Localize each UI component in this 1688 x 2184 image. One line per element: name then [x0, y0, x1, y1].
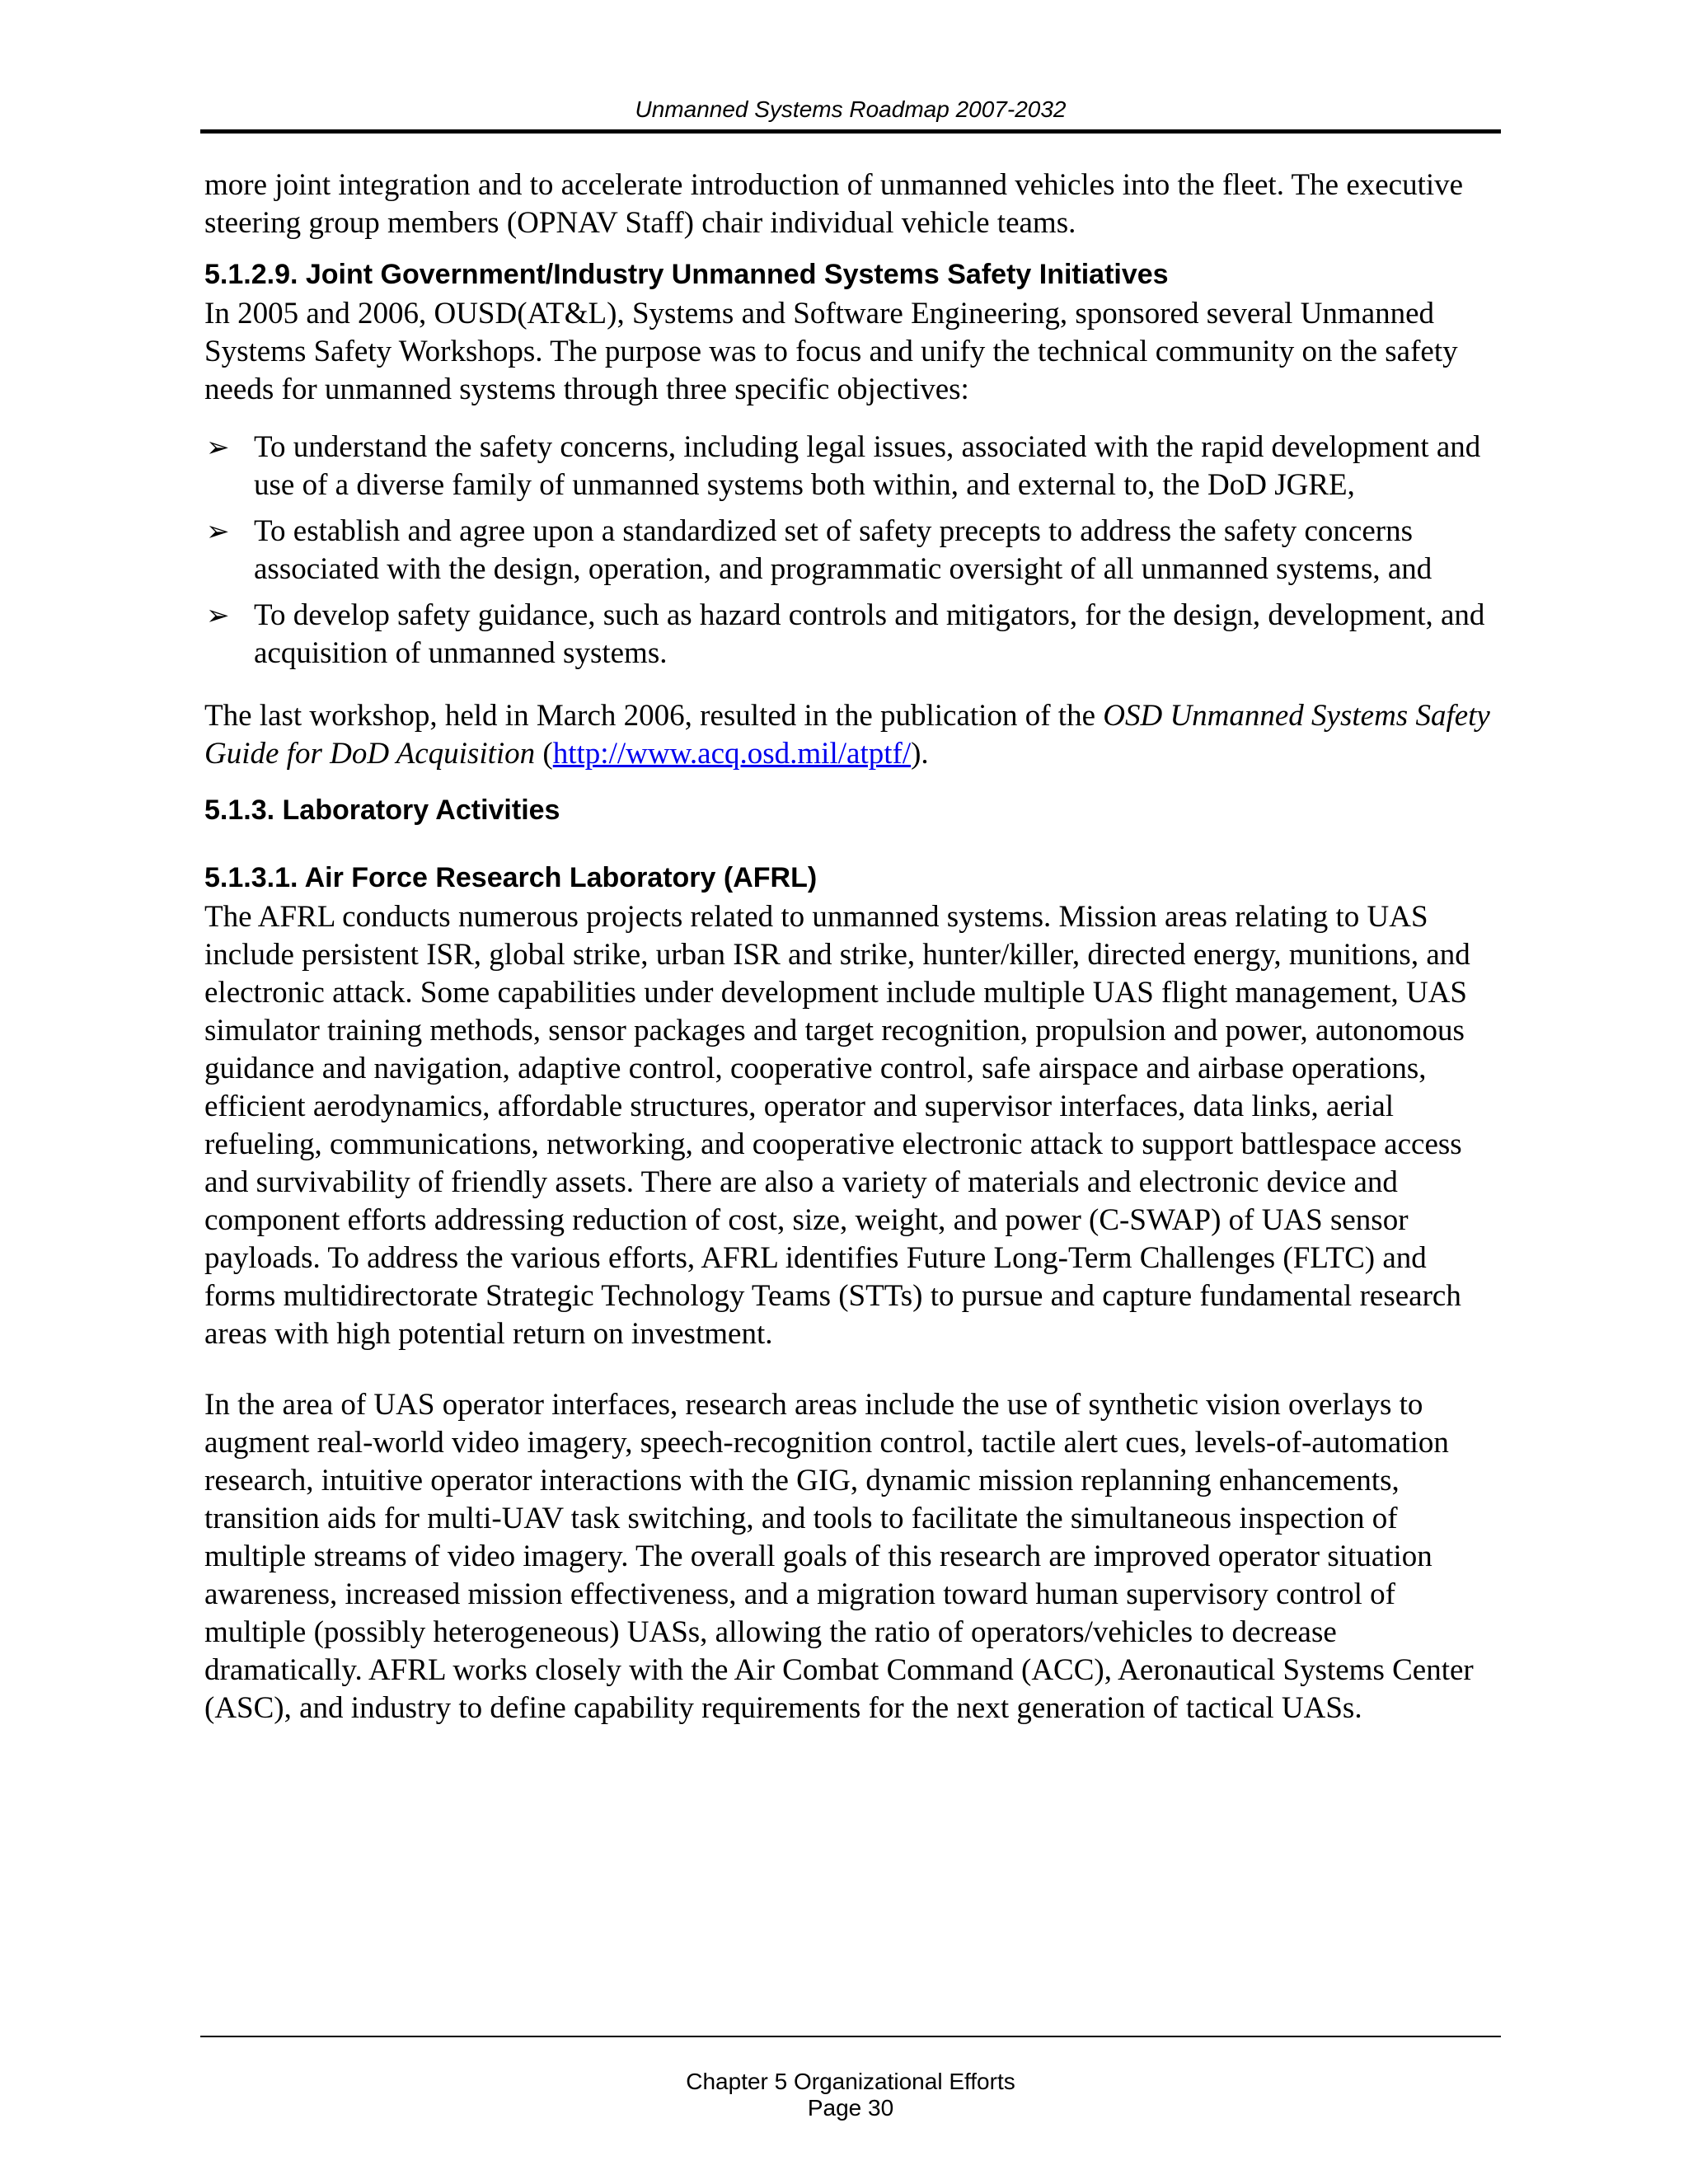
section-heading-5-1-2-9: 5.1.2.9. Joint Government/Industry Unmanned Systems Safety Initiatives [204, 259, 1169, 290]
atptf-link[interactable]: http://www.acq.osd.mil/atptf/ [552, 737, 912, 771]
arrowhead-bullet-icon: ➢ [206, 515, 230, 548]
footer-divider [200, 2036, 1501, 2037]
list-item [204, 597, 1498, 673]
list-item-text: To develop safety guidance, such as hazard controls and mitigators, for the design, development, and acquisition of unmanned systems. [254, 598, 1485, 670]
running-footer [200, 2069, 1501, 2121]
section-heading-5-1-3: 5.1.3. Laboratory Activities [204, 794, 560, 826]
page-content [204, 166, 1498, 1727]
arrowhead-bullet-icon: ➢ [206, 431, 230, 464]
safety-intro-paragraph: In 2005 and 2006, OUSD(AT&L), Systems and Software Engineering, sponsored several Unmanned Systems Safety Workshops. The purpose was to focus and unify the technical community on the safety needs for unmanned systems through three specific objectives: [204, 297, 1458, 406]
afrl-paragraph-1: The AFRL conducts numerous projects related to unmanned systems. Mission areas relating to UAS include persistent ISR, global strike, urban ISR and strike, hunter/killer, directed energy, munitions, and electronic attack. Some capabilities under development include multiple UAS flight management, UAS simulator training methods, sensor packages and target recognition, propulsion and power, autonomous guidance and navigation, adaptive control, cooperative control, safe airspace and airbase operations, efficient aerodynamics, affordable structures, operator and supervisor interfaces, data links, aerial refueling, communications, networking, and cooperative electronic attack to support battlespace access and survivability of friendly assets. There are also a variety of materials and electronic device and component efforts addressing reduction of cost, size, weight, and power (C-SWAP) of UAS sensor payloads. To address the various efforts, AFRL identifies Future Long-Term Challenges (FLTC) and forms multidirectorate Strategic Technology Teams (STTs) to pursue and capture fundamental research areas with high potential return on investment. [204, 900, 1470, 1351]
list-item-text: To establish and agree upon a standardized set of safety precepts to address the safety concerns associated with the design, operation, and programmatic oversight of all unmanned systems, and [254, 514, 1432, 586]
continued-paragraph: more joint integration and to accelerate introduction of unmanned vehicles into the fleet. The executive steering group members (OPNAV Staff) chair individual vehicle teams. [204, 168, 1464, 240]
publication-title: OSD Unmanned Systems Safety Guide for DoD Acquisition [204, 699, 1490, 771]
page-number: Page 30 [807, 2095, 894, 2121]
header-divider [200, 129, 1501, 134]
section-heading-5-1-3-1: 5.1.3.1. Air Force Research Laboratory (AFRL) [204, 862, 818, 893]
paren-open: ( [535, 737, 553, 771]
list-item-text: To understand the safety concerns, including legal issues, associated with the rapid development and use of a diverse family of unmanned systems both within, and external to, the DoD JGRE, [254, 430, 1481, 502]
arrowhead-bullet-icon: ➢ [206, 599, 230, 632]
paren-close: ). [911, 737, 929, 771]
list-item [204, 513, 1498, 588]
publication-text: The last workshop, held in March 2006, resulted in the publication of the [204, 699, 1104, 733]
running-header: Unmanned Systems Roadmap 2007-2032 [635, 96, 1067, 122]
list-item [204, 429, 1498, 504]
safety-objectives-list [204, 429, 1498, 673]
footer-chapter: Chapter 5 Organizational Efforts [686, 2069, 1015, 2094]
workshop-publication-paragraph [204, 697, 1498, 773]
afrl-paragraph-2: In the area of UAS operator interfaces, research areas include the use of synthetic vision overlays to augment real-world video imagery, speech-recognition control, tactile alert cues, levels-of-automation research, intuitive operator interactions with the GIG, dynamic mission replanning enhancements, transition aids for multi-UAV task switching, and tools to facilitate the simultaneous inspection of multiple streams of video imagery. The overall goals of this research are improved operator situation awareness, increased mission effectiveness, and a migration toward human supervisory control of multiple (possibly heterogeneous) UASs, allowing the ratio of operators/vehicles to decrease dramatically. AFRL works closely with the Air Combat Command (ACC), Aeronautical Systems Center (ASC), and industry to define capability requirements for the next generation of tactical UASs. [204, 1388, 1474, 1725]
